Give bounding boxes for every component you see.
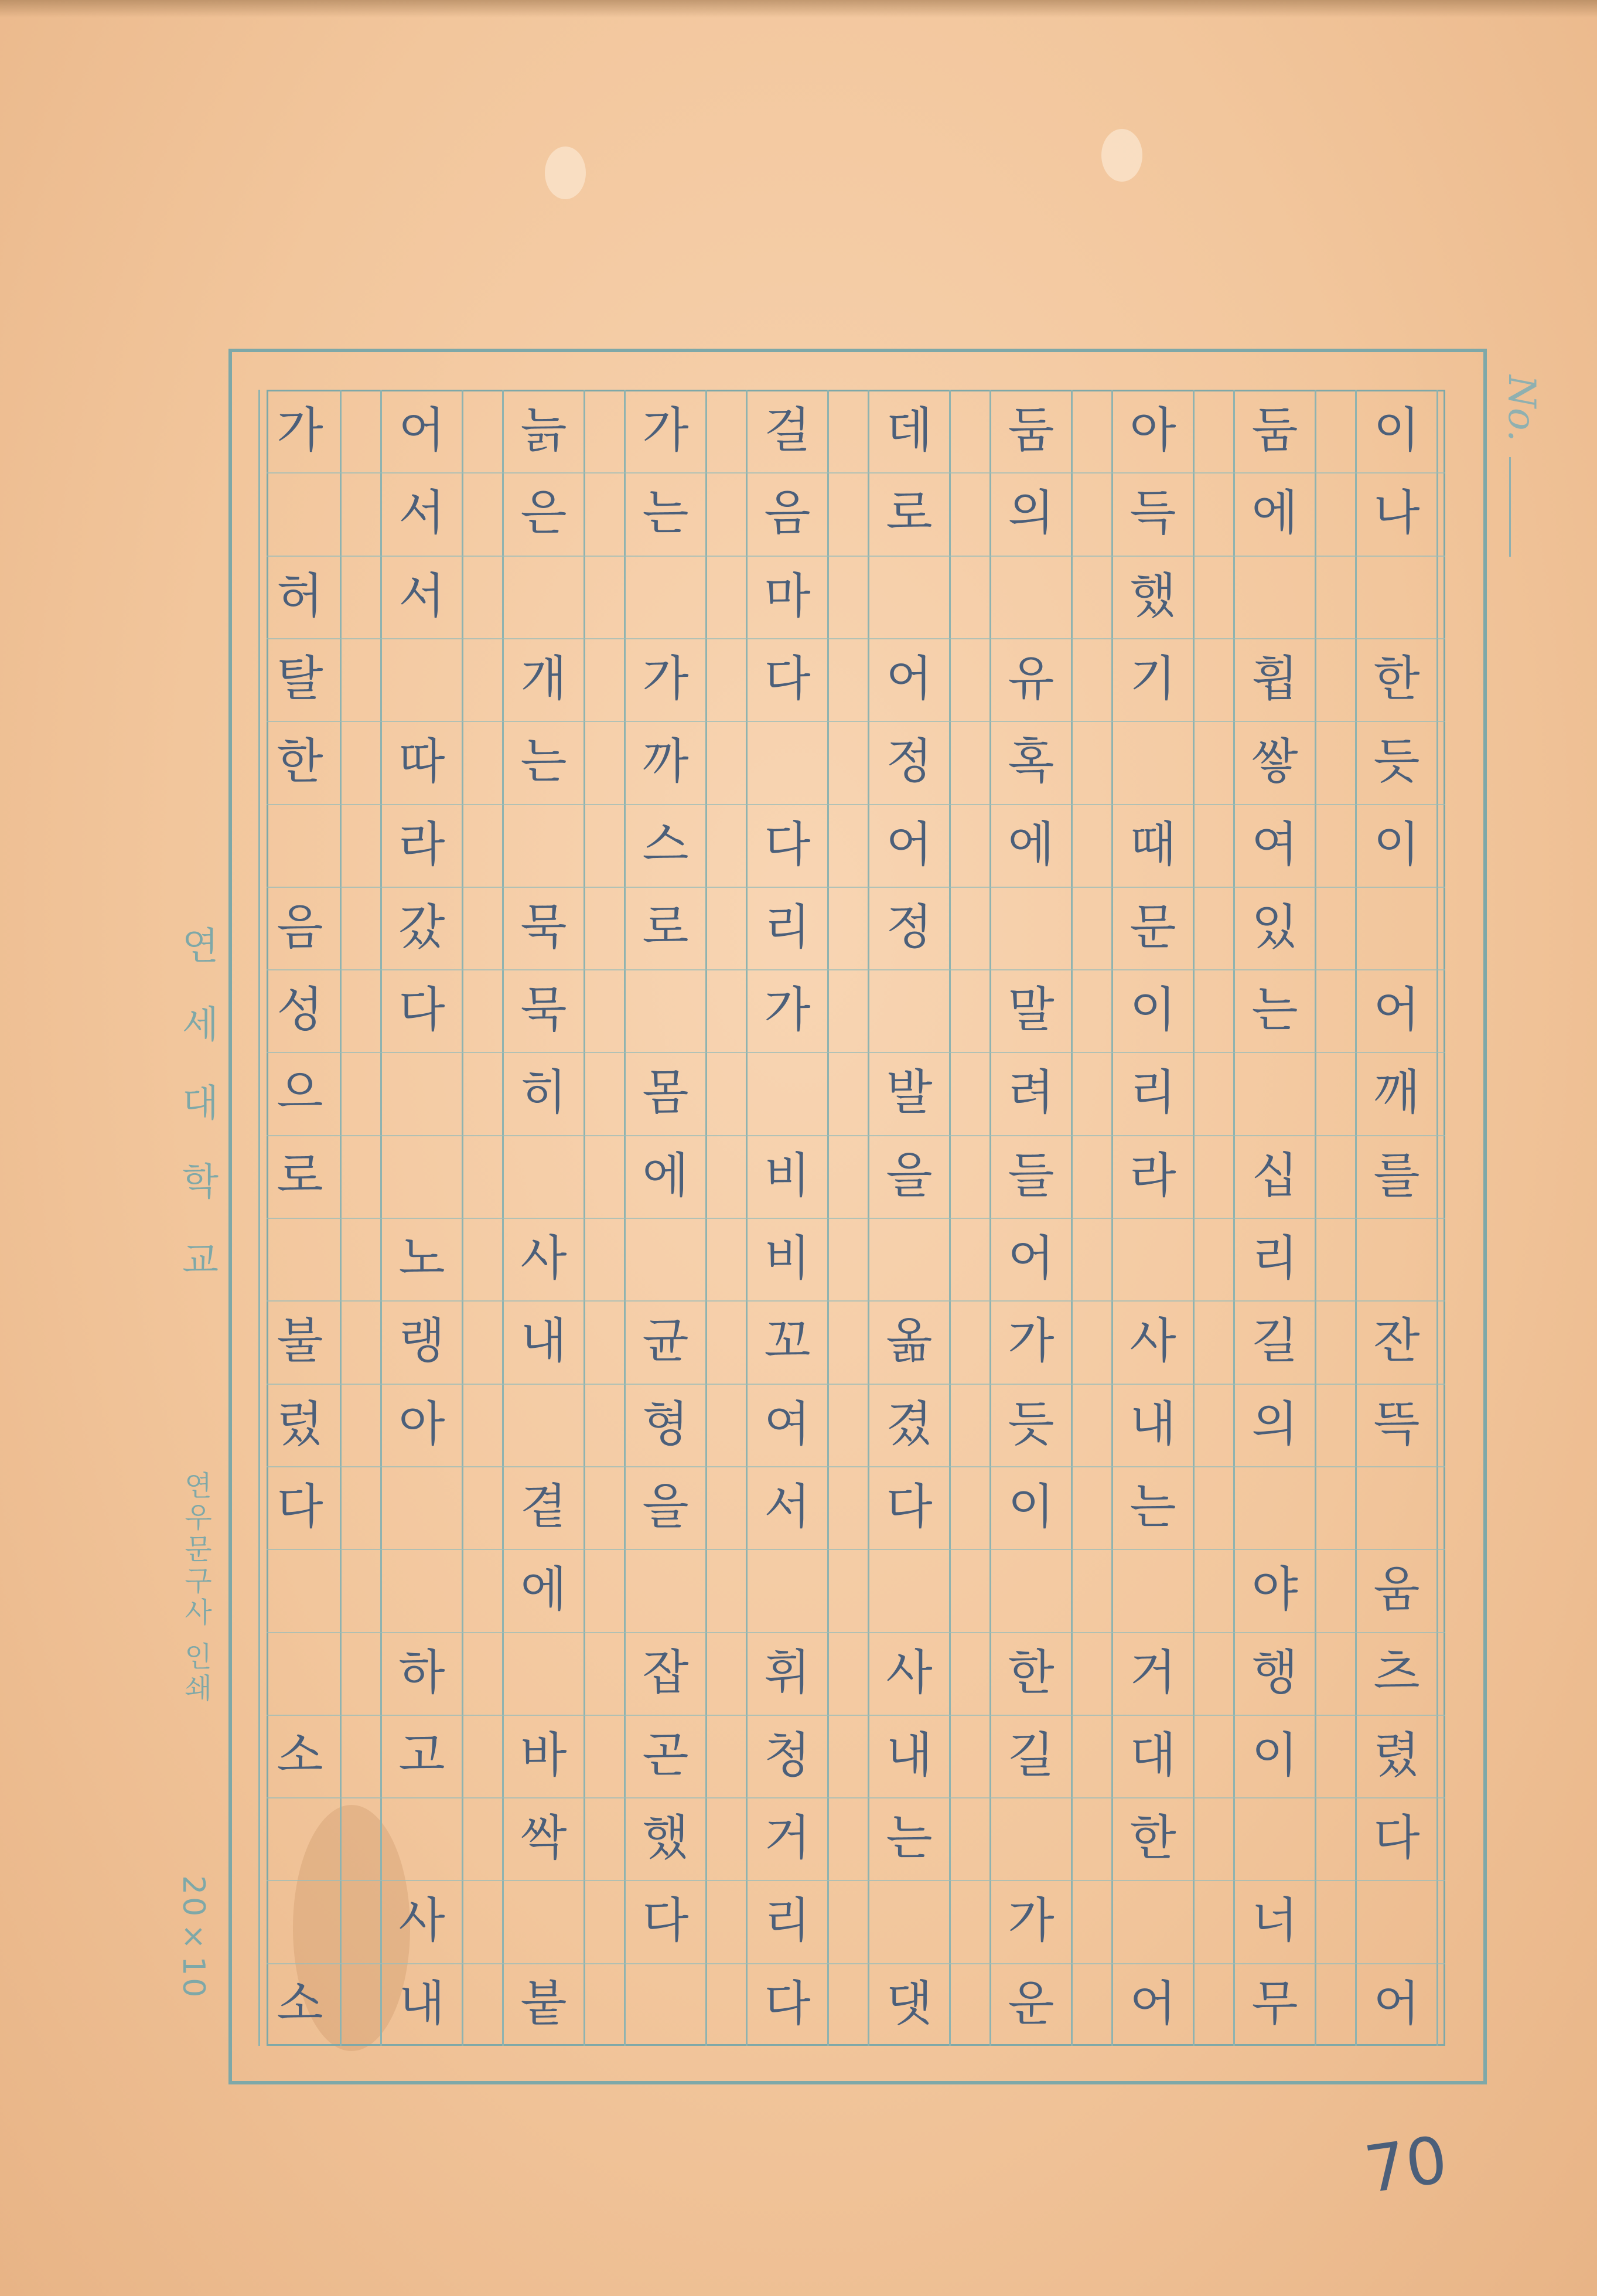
grid-cell: 어	[886, 816, 933, 873]
grid-cell: 정	[886, 734, 933, 790]
grid-cell: 에	[1008, 816, 1055, 873]
grid-row-line	[267, 887, 1445, 888]
grid-cell: 내	[520, 1313, 567, 1370]
publisher-label: 연세대학교	[175, 926, 219, 1319]
binding-hole	[1101, 129, 1142, 182]
grid-cell: 한	[277, 734, 323, 790]
grid-cell: 사	[398, 1893, 445, 1949]
grid-cell: 츠	[1373, 1644, 1420, 1701]
grid-cell: 서	[398, 568, 445, 624]
grid-cell: 가	[764, 982, 811, 1038]
grid-cell: 사	[886, 1644, 933, 1701]
grid-cell: 가	[1008, 1893, 1055, 1949]
grid-cell: 이	[1008, 1479, 1055, 1535]
grid-cell: 데	[886, 403, 933, 458]
binding-hole	[545, 147, 586, 199]
grid-cell: 라	[398, 816, 445, 873]
grid-cell: 음	[764, 485, 811, 541]
grid-cell: 음	[277, 899, 323, 955]
grid-row-line	[267, 804, 1445, 805]
grid-cell: 너	[1251, 1893, 1298, 1949]
grid-cell: 대	[1129, 1727, 1176, 1783]
grid-cell: 로	[277, 1147, 323, 1204]
grid-row-line	[267, 721, 1445, 722]
top-edge-shadow	[0, 0, 1597, 18]
grid-cell: 어	[1373, 1975, 1420, 2032]
grid-cell: 비	[764, 1231, 811, 1286]
grid-cell: 개	[520, 650, 567, 707]
grid-cell: 꼬	[764, 1313, 811, 1370]
grid-cell: 싹	[520, 1810, 567, 1866]
grid-cell: 의	[1251, 1396, 1298, 1452]
grid-cell: 이	[1373, 403, 1420, 458]
grid-cell: 탈	[277, 650, 323, 707]
grid-cell: 어	[1008, 1231, 1055, 1286]
grid-cell: 십	[1251, 1147, 1298, 1204]
grid-cell: 바	[520, 1727, 567, 1783]
grid-cell: 으	[277, 1065, 323, 1121]
grid-cell: 리	[764, 899, 811, 955]
grid-cell: 에	[520, 1562, 567, 1618]
grid-cell: 는	[642, 485, 689, 541]
grid-cell: 움	[1373, 1562, 1420, 1618]
grid-cell: 형	[642, 1396, 689, 1452]
grid-cell: 이	[1251, 1727, 1298, 1783]
grid-cell: 소	[277, 1975, 323, 2032]
grid-cell: 걸	[764, 403, 811, 458]
grid-row-line	[267, 1549, 1445, 1550]
grid-cell: 리	[1129, 1065, 1176, 1121]
number-line	[1509, 457, 1511, 557]
grid-cell: 둠	[1008, 403, 1055, 458]
grid-cell: 을	[886, 1147, 933, 1204]
grid-cell: 했	[642, 1810, 689, 1866]
grid-cell: 가	[1008, 1313, 1055, 1370]
grid-row-line	[267, 969, 1445, 970]
grid-cell: 한	[1129, 1810, 1176, 1866]
number-label: No.	[1500, 375, 1543, 442]
grid-cell: 곁	[520, 1479, 567, 1535]
grid-cell: 갔	[398, 899, 445, 955]
grid-row-line	[267, 1052, 1445, 1053]
grid-row-line	[267, 556, 1445, 557]
grid-cell: 불	[277, 1313, 323, 1370]
grid-row-line	[267, 1797, 1445, 1798]
grid-cell: 은	[520, 485, 567, 541]
grid-cell: 다	[642, 1893, 689, 1949]
grid-row-line	[267, 1880, 1445, 1881]
grid-cell: 내	[1129, 1396, 1176, 1452]
grid-cell: 는	[1251, 982, 1298, 1038]
grid-cell: 들	[1008, 1147, 1055, 1204]
grid-cell: 문	[1129, 899, 1176, 955]
grid-cell: 붙	[520, 1975, 567, 2032]
grid-cell: 운	[1008, 1975, 1055, 2032]
grid-row-line	[267, 1715, 1445, 1716]
grid-cell: 잡	[642, 1644, 689, 1701]
grid-cell: 랭	[398, 1313, 445, 1370]
grid-cell: 로	[642, 899, 689, 955]
grid-cell: 한	[1008, 1644, 1055, 1701]
grid-cell: 리	[1251, 1231, 1298, 1286]
grid-cell: 여	[1251, 816, 1298, 873]
grid-cell: 길	[1251, 1313, 1298, 1370]
grid-cell: 행	[1251, 1644, 1298, 1701]
grid-cell: 를	[1373, 1147, 1420, 1204]
grid-cell: 리	[764, 1893, 811, 1949]
grid-row-line	[267, 1300, 1445, 1302]
grid-cell: 에	[1251, 485, 1298, 541]
grid-cell: 균	[642, 1313, 689, 1370]
grid-cell: 을	[642, 1479, 689, 1535]
page-number: 70	[1360, 2121, 1452, 2208]
grid-cell: 야	[1251, 1562, 1298, 1618]
grid-cell: 있	[1251, 899, 1298, 955]
grid-cell: 는	[886, 1810, 933, 1866]
grid-cell: 의	[1008, 485, 1055, 541]
grid-cell: 잔	[1373, 1313, 1420, 1370]
grid-cell: 몸	[642, 1065, 689, 1121]
grid-cell: 서	[764, 1479, 811, 1535]
grid-cell: 사	[1129, 1313, 1176, 1370]
grid-cell: 어	[886, 650, 933, 707]
grid-cell: 아	[398, 1396, 445, 1452]
grid-cell: 스	[642, 816, 689, 873]
grid-cell: 발	[886, 1065, 933, 1121]
grid-cell: 듯	[1008, 1396, 1055, 1452]
grid-cell: 다	[764, 1975, 811, 2032]
grid-row-line	[267, 1466, 1445, 1467]
grid-cell: 가	[277, 403, 323, 458]
grid-cell: 옮	[886, 1313, 933, 1370]
grid-cell: 길	[1008, 1727, 1055, 1783]
grid-cell: 비	[764, 1147, 811, 1204]
grid-row-line	[267, 1135, 1445, 1136]
grid-cell: 허	[277, 568, 323, 624]
grid-cell: 묵	[520, 982, 567, 1038]
grid-cell: 나	[1373, 485, 1420, 541]
grid-cell: 다	[398, 982, 445, 1038]
grid-cell: 는	[520, 734, 567, 790]
grid-cell: 휩	[1251, 650, 1298, 707]
grid-cell: 다	[764, 816, 811, 873]
grid-cell: 사	[520, 1231, 567, 1286]
grid-cell: 마	[764, 568, 811, 624]
grid-cell: 거	[1129, 1644, 1176, 1701]
grid-cell: 이	[1129, 982, 1176, 1038]
grid-cell: 기	[1129, 650, 1176, 707]
grid-cell: 따	[398, 734, 445, 790]
grid-row-line	[267, 1632, 1445, 1633]
grid-cell: 아	[1129, 403, 1176, 458]
grid-cell: 쌓	[1251, 734, 1298, 790]
grid-cell: 거	[764, 1810, 811, 1866]
grid-cell: 서	[398, 485, 445, 541]
grid-cell: 하	[398, 1644, 445, 1701]
grid-row-line	[267, 1963, 1445, 1964]
grid-cell: 다	[764, 650, 811, 707]
grid-cell: 한	[1373, 650, 1420, 707]
grid-cell: 성	[277, 982, 323, 1038]
grid-cell: 어	[1373, 982, 1420, 1038]
grid-size-label: 20×10	[176, 1875, 211, 2000]
grid-row-line	[267, 1384, 1445, 1385]
grid-cell: 곤	[642, 1727, 689, 1783]
grid-cell: 까	[642, 734, 689, 790]
grid-cell: 어	[1129, 1975, 1176, 2032]
grid-cell: 어	[398, 403, 445, 458]
grid-cell: 여	[764, 1396, 811, 1452]
grid-cell: 묵	[520, 899, 567, 955]
grid-cell: 때	[1129, 816, 1176, 873]
grid-cell: 내	[886, 1727, 933, 1783]
grid-cell: 려	[1008, 1065, 1055, 1121]
grid-cell: 로	[886, 485, 933, 541]
grid-cell: 다	[886, 1479, 933, 1535]
grid-cell: 에	[642, 1147, 689, 1204]
grid-cell: 소	[277, 1727, 323, 1783]
grid-cell: 히	[520, 1065, 567, 1121]
grid-cell: 댓	[886, 1975, 933, 2032]
grid-cell: 말	[1008, 982, 1055, 1038]
grid-cell: 렀	[277, 1396, 323, 1452]
grid-cell: 깨	[1373, 1065, 1420, 1121]
grid-cell: 라	[1129, 1147, 1176, 1204]
grid-cell: 득	[1129, 485, 1176, 541]
grid-cell: 다	[277, 1479, 323, 1535]
printer-label: 연우문구사 인쇄	[179, 1471, 212, 1705]
grid-cell: 고	[398, 1727, 445, 1783]
grid-cell: 정	[886, 899, 933, 955]
grid-cell: 뜩	[1373, 1396, 1420, 1452]
grid-cell: 겼	[886, 1396, 933, 1452]
grid-cell: 듯	[1373, 734, 1420, 790]
grid-cell: 는	[1129, 1479, 1176, 1535]
grid-cell: 둠	[1251, 403, 1298, 458]
grid-cell: 유	[1008, 650, 1055, 707]
grid-cell: 내	[398, 1975, 445, 2032]
grid-row-line	[267, 638, 1445, 639]
grid-cell: 노	[398, 1231, 445, 1286]
grid-cell: 다	[1373, 1810, 1420, 1866]
grid-cell: 혹	[1008, 734, 1055, 790]
grid-cell: 렸	[1373, 1727, 1420, 1783]
grid-cell: 청	[764, 1727, 811, 1783]
grid-cell: 늙	[520, 403, 567, 458]
grid-row-line	[267, 1218, 1445, 1219]
grid-cell: 가	[642, 650, 689, 707]
grid-cell: 가	[642, 403, 689, 458]
grid-cell: 했	[1129, 568, 1176, 624]
grid-row-line	[267, 472, 1445, 473]
grid-cell: 휘	[764, 1644, 811, 1701]
grid-cell: 이	[1373, 816, 1420, 873]
grid-cell: 무	[1251, 1975, 1298, 2032]
